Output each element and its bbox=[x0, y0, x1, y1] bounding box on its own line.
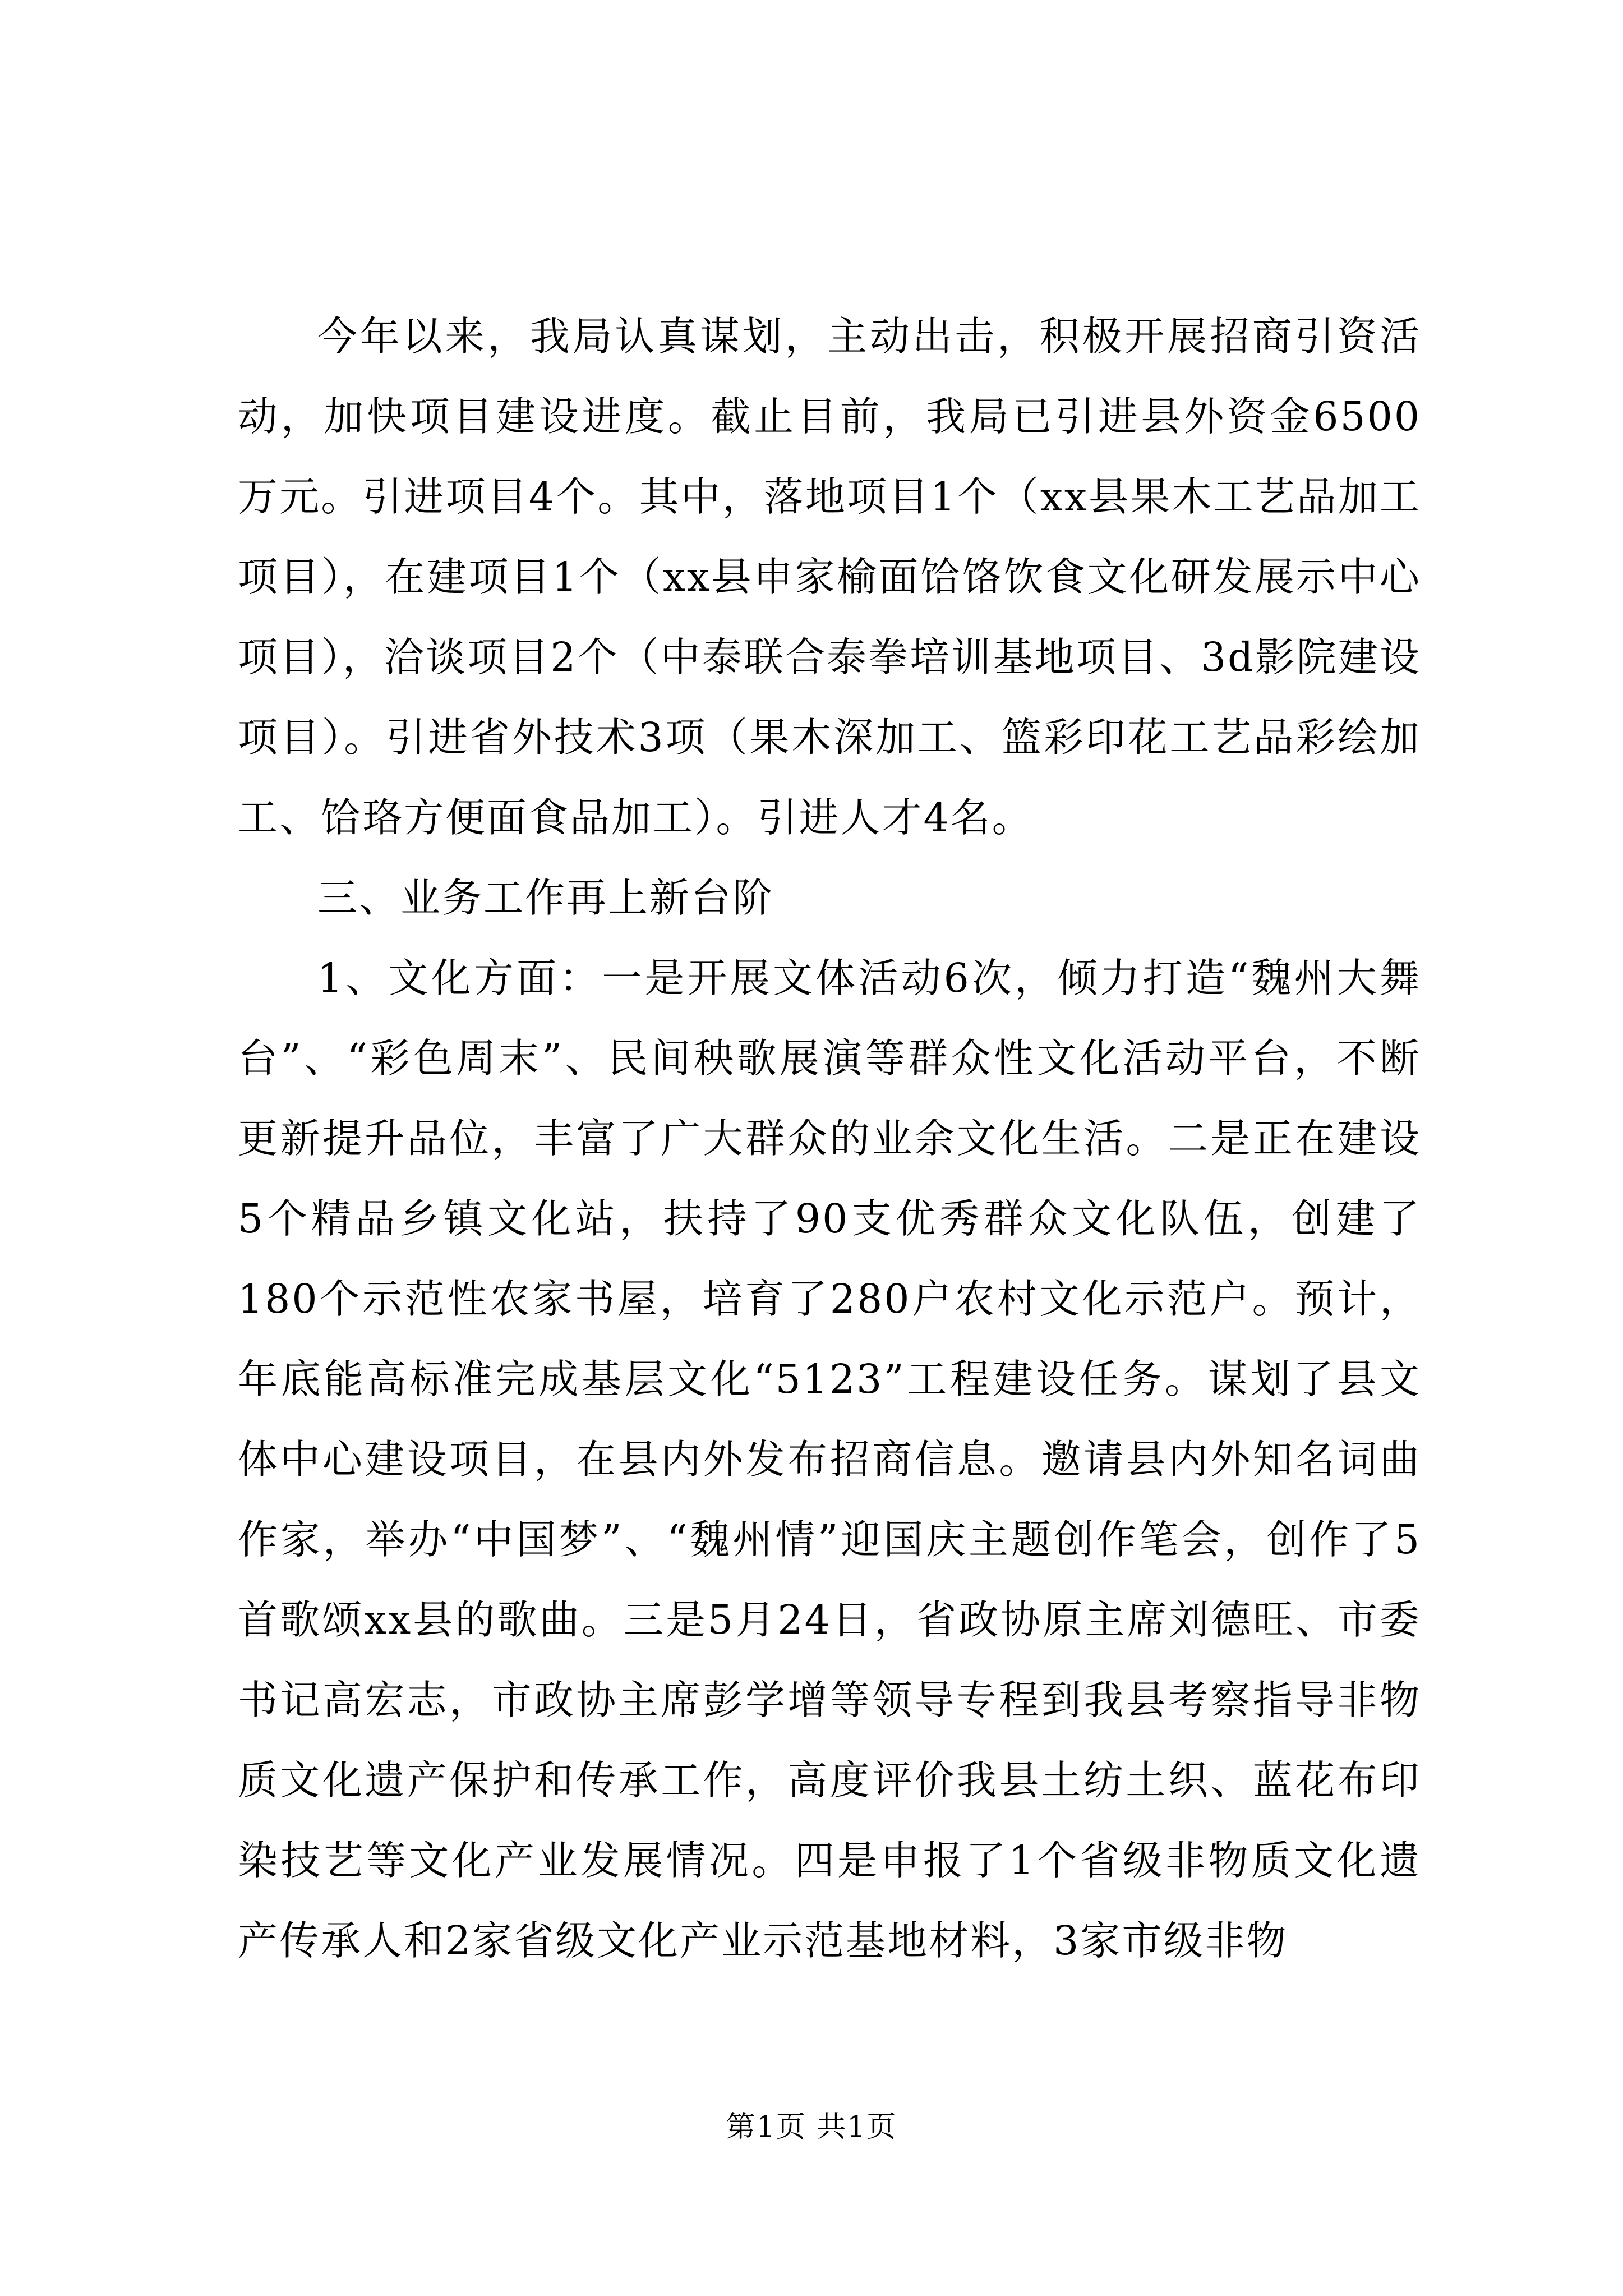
section-heading: 三、业务工作再上新台阶 bbox=[317, 875, 774, 921]
page-number-footer: 第1页 共1页 bbox=[726, 2110, 897, 2144]
paragraph-investment: 今年以来，我局认真谋划，主动出击，积极开展招商引资活动，加快项目建设进度。截止目前，我局已引进县外资金6500万元。引进项目4个。其中，落地项目1个（xx县果木工艺品加工项目），在建项目1个（xx县申家榆面饸饹饮食文化研发展示中心项目），洽谈项目2个（中泰联合泰拳培训基地项目、3d影院建设项目）。引进省外技术3项（果木深加工、篮彩印花工艺品彩绘加工、饸珞方便面食品加工）。引进人才4名。 bbox=[238, 313, 1421, 841]
paragraph-culture: 1、文化方面：一是开展文体活动6次，倾力打造“魏州大舞台”、“彩色周末”、民间秧歌展演等群众性文化活动平台，不断更新提升品位，丰富了广大群众的业余文化生活。二是正在建设5个精品乡镇文化站，扶持了90支优秀群众文化队伍，创建了180个示范性农家书屋，培育了280户农村文化示范户。预计，年底能高标准完成基层文化“5123”工程建设任务。谋划了县文体中心建设项目，在县内外发布招商信息。邀请县内外知名词曲作家，举办“中国梦”、“魏州情”迎国庆主题创作笔会，创作了5首歌颂xx县的歌曲。三是5月24日，省政协原主席刘德旺、市委书记高宏志，市政协主席彭学增等领导专程到我县考察指导非物质文化遗产保护和传承工作，高度评价我县土纺土织、蓝花布印染技艺等文化产业发展情况。四是申报了1个省级非物质文化遗产传承人和2家省级文化产业示范基地材料，3家市级非物 bbox=[238, 955, 1421, 1964]
document-body bbox=[238, 296, 1421, 1981]
